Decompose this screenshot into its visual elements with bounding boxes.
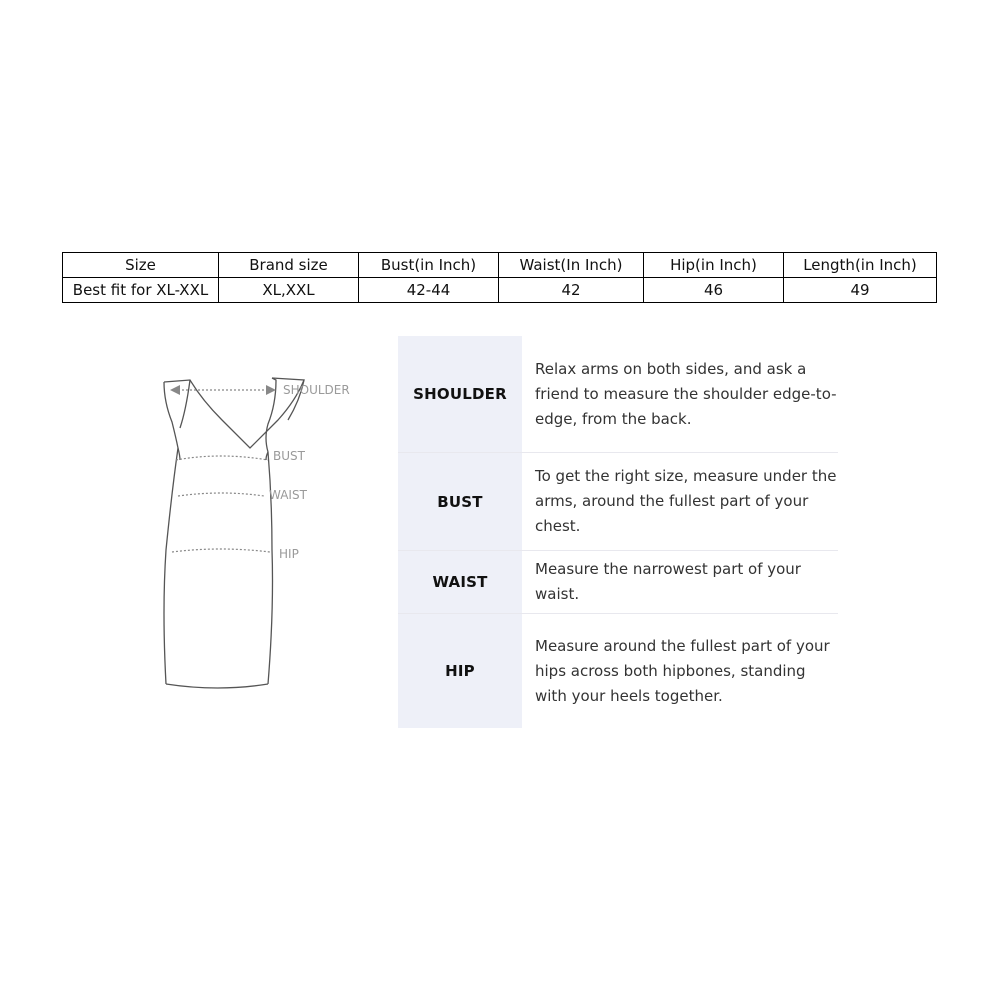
guide-row-bust	[398, 453, 838, 551]
hip-label: HIP	[279, 547, 299, 561]
measurement-guide	[398, 336, 838, 728]
guide-text-shoulder: Relax arms on both sides, and ask a friend to measure the shoulder edge-to-edge, from the back.	[535, 359, 837, 428]
waist-label: WAIST	[269, 488, 307, 502]
guide-row-waist	[398, 551, 838, 614]
header-length: Length(in Inch)	[784, 253, 937, 278]
arrow-left-icon	[170, 385, 180, 395]
waist-measure-line	[178, 493, 264, 496]
cell-waist: 42	[499, 278, 644, 303]
guide-text-bust: To get the right size, measure under the arms, around the fullest part of your chest.	[535, 467, 837, 535]
header-size: Size	[63, 253, 219, 278]
guide-row-hip	[398, 614, 838, 728]
guide-label-shoulder: SHOULDER	[398, 336, 522, 452]
header-hip: Hip(in Inch)	[644, 253, 784, 278]
header-bust: Bust(in Inch)	[359, 253, 499, 278]
guide-label-hip: HIP	[398, 614, 522, 728]
table-row	[63, 278, 937, 303]
cell-size: Best fit for XL-XXL	[63, 278, 219, 303]
shoulder-label: SHOULDER	[283, 383, 350, 397]
cell-bust: 42-44	[359, 278, 499, 303]
arrow-right-icon	[266, 385, 276, 395]
cell-brand-size: XL,XXL	[219, 278, 359, 303]
cell-length: 49	[784, 278, 937, 303]
size-chart-table	[62, 252, 937, 303]
guide-row-shoulder	[398, 336, 838, 453]
bust-label: BUST	[273, 449, 305, 463]
measure-lines	[172, 390, 270, 552]
guide-text-waist: Measure the narrowest part of your waist.	[535, 560, 801, 603]
header-brand-size: Brand size	[219, 253, 359, 278]
hip-measure-line	[172, 549, 270, 552]
header-waist: Waist(In Inch)	[499, 253, 644, 278]
guide-label-bust: BUST	[398, 453, 522, 550]
table-header-row	[63, 253, 937, 278]
dress-diagram	[150, 360, 370, 700]
guide-label-waist: WAIST	[398, 551, 522, 613]
cell-hip: 46	[644, 278, 784, 303]
bust-measure-line	[176, 456, 268, 460]
dress-outline	[164, 378, 304, 688]
guide-text-hip: Measure around the fullest part of your hips across both hipbones, standing with your heels together.	[535, 636, 830, 705]
